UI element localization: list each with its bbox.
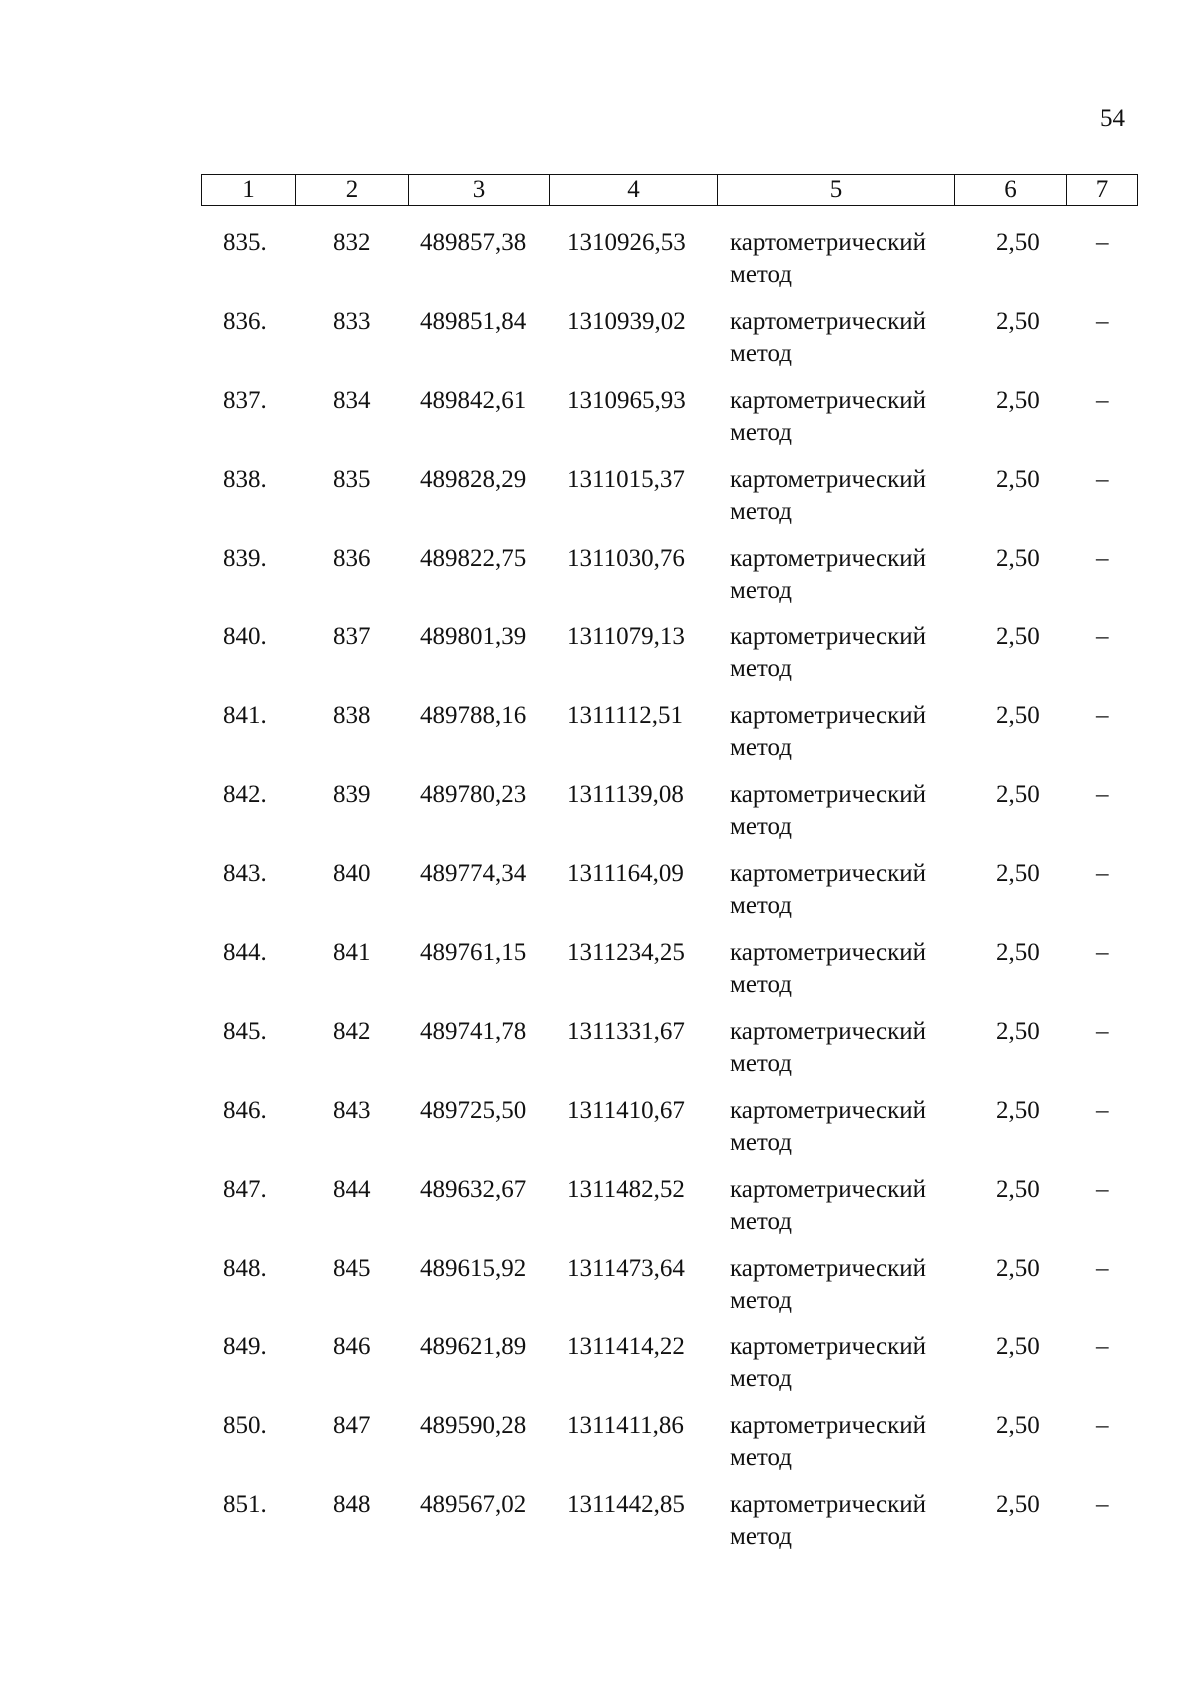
accuracy-value: 2,50 bbox=[996, 1412, 1040, 1440]
point-number: 835 bbox=[333, 465, 371, 493]
method-line-1: картометрический bbox=[730, 1254, 926, 1282]
accuracy-value: 2,50 bbox=[996, 1175, 1040, 1203]
method-line-2: метод bbox=[730, 655, 793, 683]
note-dash: – bbox=[1096, 939, 1109, 967]
header-col-7: 7 bbox=[1067, 175, 1138, 206]
table-row bbox=[201, 1244, 1136, 1323]
method-line-2: метод bbox=[730, 1128, 793, 1156]
table-row bbox=[201, 612, 1136, 691]
header-col-4: 4 bbox=[550, 175, 718, 206]
row-number: 839. bbox=[223, 544, 267, 572]
table-body bbox=[201, 218, 1136, 1559]
coordinate-y: 1310965,93 bbox=[567, 386, 686, 414]
coordinate-y: 1311234,25 bbox=[567, 939, 685, 967]
method-cell bbox=[730, 1016, 960, 1080]
table-row bbox=[201, 1322, 1136, 1401]
table-row bbox=[201, 1480, 1136, 1559]
coordinate-y: 1311015,37 bbox=[567, 465, 685, 493]
method-line-2: метод bbox=[730, 1523, 793, 1551]
coordinate-x: 489567,02 bbox=[420, 1491, 527, 1519]
coordinate-y: 1311164,09 bbox=[567, 860, 684, 888]
method-line-1: картометрический bbox=[730, 386, 926, 414]
table-row bbox=[201, 928, 1136, 1007]
coordinate-y: 1310939,02 bbox=[567, 307, 686, 335]
note-dash: – bbox=[1096, 702, 1109, 730]
method-line-1: картометрический bbox=[730, 1175, 926, 1203]
coordinate-x: 489780,23 bbox=[420, 781, 527, 809]
method-cell bbox=[730, 1331, 960, 1395]
method-line-1: картометрический bbox=[730, 1491, 926, 1519]
note-dash: – bbox=[1096, 623, 1109, 651]
table-row bbox=[201, 849, 1136, 928]
accuracy-value: 2,50 bbox=[996, 465, 1040, 493]
table-row bbox=[201, 1401, 1136, 1480]
point-number: 838 bbox=[333, 702, 371, 730]
method-line-1: картометрический bbox=[730, 1412, 926, 1440]
point-number: 843 bbox=[333, 1096, 371, 1124]
table-row bbox=[201, 691, 1136, 770]
method-line-1: картометрический bbox=[730, 229, 926, 256]
coordinate-x: 489851,84 bbox=[420, 307, 527, 335]
row-number: 835. bbox=[223, 229, 267, 256]
accuracy-value: 2,50 bbox=[996, 1333, 1040, 1361]
header-col-1: 1 bbox=[202, 175, 296, 206]
coordinate-x: 489788,16 bbox=[420, 702, 527, 730]
row-number: 842. bbox=[223, 781, 267, 809]
coordinate-y: 1311410,67 bbox=[567, 1096, 685, 1124]
method-line-2: метод bbox=[730, 1207, 793, 1235]
method-cell bbox=[730, 1489, 960, 1553]
table-header bbox=[201, 174, 1138, 206]
method-cell bbox=[730, 937, 960, 1001]
row-number: 840. bbox=[223, 623, 267, 651]
note-dash: – bbox=[1096, 386, 1109, 414]
table-row bbox=[201, 455, 1136, 534]
table-row bbox=[201, 376, 1136, 455]
point-number: 845 bbox=[333, 1254, 371, 1282]
method-line-2: метод bbox=[730, 497, 793, 525]
method-line-2: метод bbox=[730, 1444, 793, 1472]
point-number: 833 bbox=[333, 307, 371, 335]
coordinate-x: 489828,29 bbox=[420, 465, 527, 493]
method-cell bbox=[730, 227, 960, 291]
note-dash: – bbox=[1096, 860, 1109, 888]
row-number: 846. bbox=[223, 1096, 267, 1124]
coordinate-x: 489774,34 bbox=[420, 860, 527, 888]
header-col-5: 5 bbox=[718, 175, 955, 206]
method-line-2: метод bbox=[730, 734, 793, 762]
accuracy-value: 2,50 bbox=[996, 623, 1040, 651]
point-number: 847 bbox=[333, 1412, 371, 1440]
row-number: 844. bbox=[223, 939, 267, 967]
accuracy-value: 2,50 bbox=[996, 939, 1040, 967]
point-number: 848 bbox=[333, 1491, 371, 1519]
method-cell bbox=[730, 1174, 960, 1238]
accuracy-value: 2,50 bbox=[996, 307, 1040, 335]
row-number: 845. bbox=[223, 1017, 267, 1045]
row-number: 849. bbox=[223, 1333, 267, 1361]
note-dash: – bbox=[1096, 1096, 1109, 1124]
point-number: 837 bbox=[333, 623, 371, 651]
coordinate-x: 489761,15 bbox=[420, 939, 527, 967]
coordinate-y: 1311079,13 bbox=[567, 623, 685, 651]
method-cell bbox=[730, 779, 960, 843]
row-number: 848. bbox=[223, 1254, 267, 1282]
coordinate-y: 1311482,52 bbox=[567, 1175, 685, 1203]
row-number: 837. bbox=[223, 386, 267, 414]
row-number: 836. bbox=[223, 307, 267, 335]
point-number: 840 bbox=[333, 860, 371, 888]
coordinate-x: 489857,38 bbox=[420, 229, 527, 256]
method-line-2: метод bbox=[730, 418, 793, 446]
method-line-2: метод bbox=[730, 576, 793, 604]
method-line-2: метод bbox=[730, 1365, 793, 1393]
coordinate-x: 489725,50 bbox=[420, 1096, 527, 1124]
note-dash: – bbox=[1096, 1412, 1109, 1440]
accuracy-value: 2,50 bbox=[996, 1096, 1040, 1124]
point-number: 841 bbox=[333, 939, 371, 967]
coordinate-x: 489632,67 bbox=[420, 1175, 527, 1203]
point-number: 846 bbox=[333, 1333, 371, 1361]
coordinate-y: 1311112,51 bbox=[567, 702, 683, 730]
header-col-6: 6 bbox=[955, 175, 1067, 206]
table-row bbox=[201, 297, 1136, 376]
note-dash: – bbox=[1096, 465, 1109, 493]
method-line-1: картометрический bbox=[730, 1333, 926, 1361]
note-dash: – bbox=[1096, 307, 1109, 335]
coordinate-x: 489842,61 bbox=[420, 386, 527, 414]
method-line-2: метод bbox=[730, 892, 793, 920]
method-line-2: метод bbox=[730, 1049, 793, 1077]
header-col-3: 3 bbox=[409, 175, 550, 206]
note-dash: – bbox=[1096, 781, 1109, 809]
method-cell bbox=[730, 1253, 960, 1317]
method-cell bbox=[730, 385, 960, 449]
coordinate-y: 1311030,76 bbox=[567, 544, 685, 572]
coordinate-y: 1311331,67 bbox=[567, 1017, 685, 1045]
note-dash: – bbox=[1096, 1254, 1109, 1282]
method-line-1: картометрический bbox=[730, 702, 926, 730]
accuracy-value: 2,50 bbox=[996, 544, 1040, 572]
method-line-2: метод bbox=[730, 813, 793, 841]
method-line-1: картометрический bbox=[730, 1096, 926, 1124]
coordinate-y: 1311442,85 bbox=[567, 1491, 685, 1519]
page-number: 54 bbox=[1100, 105, 1125, 132]
accuracy-value: 2,50 bbox=[996, 1491, 1040, 1519]
note-dash: – bbox=[1096, 544, 1109, 572]
row-number: 841. bbox=[223, 702, 267, 730]
method-line-1: картометрический bbox=[730, 307, 926, 335]
point-number: 832 bbox=[333, 229, 371, 256]
method-line-1: картометрический bbox=[730, 781, 926, 809]
method-cell bbox=[730, 621, 960, 685]
accuracy-value: 2,50 bbox=[996, 702, 1040, 730]
coordinate-y: 1311473,64 bbox=[567, 1254, 685, 1282]
row-number: 838. bbox=[223, 465, 267, 493]
coordinate-y: 1311139,08 bbox=[567, 781, 684, 809]
method-line-2: метод bbox=[730, 339, 793, 367]
point-number: 842 bbox=[333, 1017, 371, 1045]
method-line-2: метод bbox=[730, 261, 793, 288]
accuracy-value: 2,50 bbox=[996, 860, 1040, 888]
method-cell bbox=[730, 1095, 960, 1159]
note-dash: – bbox=[1096, 1175, 1109, 1203]
coordinate-y: 1311414,22 bbox=[567, 1333, 685, 1361]
note-dash: – bbox=[1096, 229, 1109, 256]
accuracy-value: 2,50 bbox=[996, 386, 1040, 414]
accuracy-value: 2,50 bbox=[996, 781, 1040, 809]
row-number: 847. bbox=[223, 1175, 267, 1203]
row-number: 843. bbox=[223, 860, 267, 888]
point-number: 839 bbox=[333, 781, 371, 809]
note-dash: – bbox=[1096, 1017, 1109, 1045]
coordinate-y: 1310926,53 bbox=[567, 229, 686, 256]
accuracy-value: 2,50 bbox=[996, 1254, 1040, 1282]
method-line-2: метод bbox=[730, 971, 793, 999]
accuracy-value: 2,50 bbox=[996, 1017, 1040, 1045]
accuracy-value: 2,50 bbox=[996, 229, 1040, 256]
method-line-1: картометрический bbox=[730, 544, 926, 572]
coordinate-y: 1311411,86 bbox=[567, 1412, 684, 1440]
method-cell bbox=[730, 306, 960, 370]
method-line-1: картометрический bbox=[730, 623, 926, 651]
point-number: 836 bbox=[333, 544, 371, 572]
coordinate-x: 489621,89 bbox=[420, 1333, 527, 1361]
method-cell bbox=[730, 543, 960, 607]
table-row bbox=[201, 534, 1136, 613]
coordinate-x: 489822,75 bbox=[420, 544, 527, 572]
method-cell bbox=[730, 858, 960, 922]
table-row bbox=[201, 1086, 1136, 1165]
method-line-1: картометрический bbox=[730, 465, 926, 493]
coordinate-x: 489741,78 bbox=[420, 1017, 527, 1045]
coordinate-x: 489590,28 bbox=[420, 1412, 527, 1440]
point-number: 844 bbox=[333, 1175, 371, 1203]
table-row bbox=[201, 1007, 1136, 1086]
method-cell bbox=[730, 464, 960, 528]
coordinate-x: 489801,39 bbox=[420, 623, 527, 651]
row-number: 850. bbox=[223, 1412, 267, 1440]
method-line-1: картометрический bbox=[730, 939, 926, 967]
header-col-2: 2 bbox=[296, 175, 409, 206]
method-cell bbox=[730, 1410, 960, 1474]
method-cell bbox=[730, 700, 960, 764]
table-row bbox=[201, 1165, 1136, 1244]
method-line-1: картометрический bbox=[730, 1017, 926, 1045]
note-dash: – bbox=[1096, 1333, 1109, 1361]
table-row bbox=[201, 218, 1136, 297]
header-row bbox=[202, 175, 1138, 206]
table-row bbox=[201, 770, 1136, 849]
note-dash: – bbox=[1096, 1491, 1109, 1519]
method-line-1: картометрический bbox=[730, 860, 926, 888]
coordinate-x: 489615,92 bbox=[420, 1254, 527, 1282]
row-number: 851. bbox=[223, 1491, 267, 1519]
point-number: 834 bbox=[333, 386, 371, 414]
method-line-2: метод bbox=[730, 1286, 793, 1314]
